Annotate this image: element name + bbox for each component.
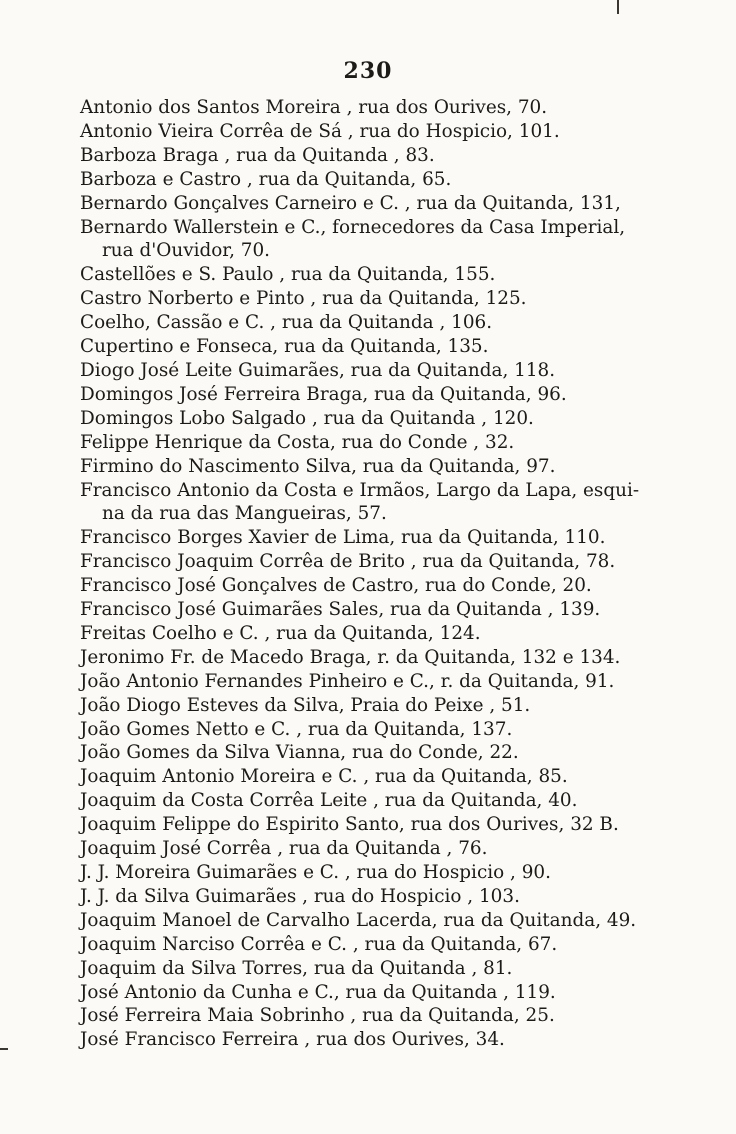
- entry-text: Bernardo Wallerstein e C., fornecedores da Casa Imperial,: [80, 216, 626, 238]
- directory-entry: [80, 646, 680, 670]
- entry-text: João Gomes da Silva Vianna, rua do Conde, 22.: [80, 742, 519, 764]
- directory-entry: [80, 885, 680, 909]
- directory-entry: [80, 694, 680, 718]
- entry-text: Barboza e Castro , rua da Quitanda, 65.: [80, 168, 452, 190]
- entry-text: Firmino do Nascimento Silva, rua da Quitanda, 97.: [80, 455, 556, 477]
- entry-text: Joaquim Antonio Moreira e C. , rua da Quitanda, 85.: [80, 766, 568, 788]
- entry-text: Castro Norberto e Pinto , rua da Quitanda, 125.: [80, 288, 527, 310]
- entry-text: Francisco José Guimarães Sales, rua da Quitanda , 139.: [80, 599, 601, 621]
- entry-text: Antonio Vieira Corrêa de Sá , rua do Hospicio, 101.: [80, 120, 560, 142]
- entry-text: João Gomes Netto e C. , rua da Quitanda, 137.: [80, 718, 513, 740]
- directory-entry: [80, 718, 680, 742]
- directory-entry: [80, 192, 680, 216]
- directory-entry: [80, 957, 680, 981]
- directory-entry: [80, 335, 680, 359]
- entry-text: Joaquim da Costa Corrêa Leite , rua da Quitanda, 40.: [80, 790, 578, 812]
- page-number: 230: [343, 58, 393, 84]
- entry-text: Joaquim Felippe do Espirito Santo, rua dos Ourives, 32 B.: [80, 814, 619, 836]
- directory-entry: [80, 837, 680, 861]
- entry-text: João Antonio Fernandes Pinheiro e C., r. da Quitanda, 91.: [80, 670, 615, 692]
- directory-entry: [80, 765, 680, 789]
- entry-text: Francisco Antonio da Costa e Irmãos, Largo da Lapa, esqui-: [80, 479, 640, 501]
- directory-entry: [80, 526, 680, 550]
- entry-text: Joaquim José Corrêa , rua da Quitanda , 76.: [80, 838, 488, 860]
- entry-text: Freitas Coelho e C. , rua da Quitanda, 124.: [80, 622, 481, 644]
- entry-text: João Diogo Esteves da Silva, Praia do Peixe , 51.: [80, 694, 531, 716]
- directory-entry: [80, 144, 680, 168]
- directory-entry: [80, 622, 680, 646]
- directory-entry: [80, 455, 680, 479]
- directory-entry: [80, 574, 680, 598]
- entry-text: Domingos José Ferreira Braga, rua da Quitanda, 96.: [80, 383, 567, 405]
- entry-text: Antonio dos Santos Moreira , rua dos Ourives, 70.: [80, 97, 548, 118]
- entry-text: Joaquim da Silva Torres, rua da Quitanda , 81.: [80, 957, 513, 979]
- directory-entry: [80, 287, 680, 311]
- entry-text: J. J. da Silva Guimarães , rua do Hospicio , 103.: [80, 885, 520, 907]
- entry-text: José Francisco Ferreira , rua dos Ourives, 34.: [80, 1029, 505, 1051]
- entry-text: Coelho, Cassão e C. , rua da Quitanda , 106.: [80, 312, 493, 334]
- directory-entry: [80, 933, 680, 957]
- directory-entry: [80, 670, 680, 694]
- directory-entry: [80, 789, 680, 813]
- directory-entry: [80, 598, 680, 622]
- directory-entry: [80, 383, 680, 407]
- directory-entry: [80, 741, 680, 765]
- entry-text: Joaquim Manoel de Carvalho Lacerda, rua da Quitanda, 49.: [80, 909, 637, 931]
- entry-text: Francisco Borges Xavier de Lima, rua da Quitanda, 110.: [80, 527, 606, 549]
- entry-text: Felippe Henrique da Costa, rua do Conde , 32.: [80, 431, 515, 453]
- entry-text: Francisco Joaquim Corrêa de Brito , rua da Quitanda, 78.: [80, 551, 616, 573]
- entry-text: Joaquim Narciso Corrêa e C. , rua da Quitanda, 67.: [80, 933, 558, 955]
- directory-entry: [80, 909, 680, 933]
- entry-text: Diogo José Leite Guimarães, rua da Quitanda, 118.: [80, 359, 556, 381]
- directory-entry: [80, 431, 680, 455]
- directory-entry: [80, 1028, 680, 1052]
- entry-text: Barboza Braga , rua da Quitanda , 83.: [80, 144, 435, 166]
- directory-entry: [80, 981, 680, 1005]
- directory-entry: [80, 550, 680, 574]
- directory-entry: [80, 813, 680, 837]
- directory-list: [80, 96, 680, 1052]
- directory-entry: [80, 1004, 680, 1028]
- directory-entry: [80, 96, 680, 120]
- directory-entry: [80, 861, 680, 885]
- directory-entry: [80, 479, 680, 527]
- directory-entry: [80, 216, 680, 264]
- entry-text: Domingos Lobo Salgado , rua da Quitanda , 120.: [80, 407, 534, 429]
- entry-text: J. J. Moreira Guimarães e C. , rua do Hospicio , 90.: [80, 862, 551, 883]
- top-edge-mark: [617, 0, 619, 14]
- directory-entry: [80, 168, 680, 192]
- entry-text: Bernardo Gonçalves Carneiro e C. , rua da Quitanda, 131,: [80, 192, 621, 214]
- directory-entry: [80, 359, 680, 383]
- directory-entry: [80, 263, 680, 287]
- entry-text: Cupertino e Fonseca, rua da Quitanda, 135.: [80, 336, 489, 358]
- entry-text: Jeronimo Fr. de Macedo Braga, r. da Quitanda, 132 e 134.: [80, 646, 621, 668]
- directory-entry: [80, 407, 680, 431]
- directory-entry: [80, 120, 680, 144]
- left-edge-mark: [0, 1048, 8, 1050]
- directory-entry: [80, 311, 680, 335]
- entry-continuation: rua d'Ouvidor, 70.: [102, 240, 271, 262]
- entry-text: Francisco José Gonçalves de Castro, rua do Conde, 20.: [80, 575, 592, 597]
- entry-text: José Ferreira Maia Sobrinho , rua da Quitanda, 25.: [80, 1005, 555, 1027]
- entry-text: José Antonio da Cunha e C., rua da Quitanda , 119.: [80, 981, 556, 1003]
- entry-continuation: na da rua das Mangueiras, 57.: [102, 503, 387, 525]
- entry-text: Castellões e S. Paulo , rua da Quitanda, 155.: [80, 264, 496, 286]
